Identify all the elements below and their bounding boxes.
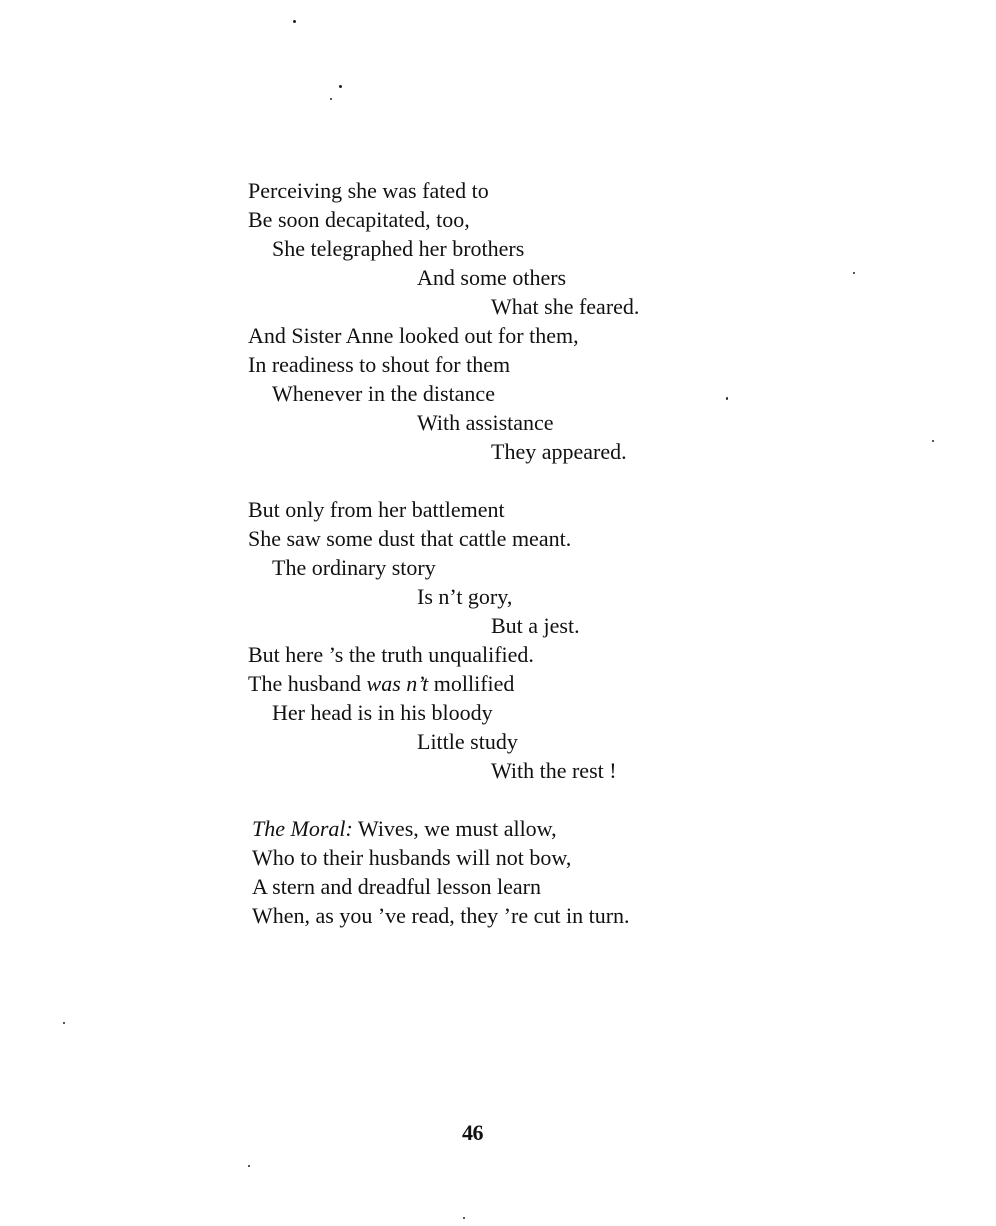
moral-label: The Moral:: [252, 816, 353, 841]
scan-speck: [932, 440, 934, 442]
poem-line: Little study: [417, 729, 518, 754]
poem-line: What she feared.: [491, 294, 640, 319]
scan-speck: [330, 98, 332, 100]
poem-line: Be soon decapitated, too,: [248, 207, 470, 232]
poem-line: She telegraphed her brothers: [272, 236, 525, 261]
poem-line: When, as you ’ve read, they ’re cut in turn.: [252, 903, 630, 928]
poem-line: But a jest.: [491, 613, 580, 638]
line-text: mollified: [428, 671, 515, 696]
line-text: Wives, we must allow,: [352, 816, 557, 841]
poem-line: But only from her battlement: [248, 497, 505, 522]
scan-speck: [853, 272, 855, 274]
poem-line: [248, 669, 514, 698]
line-text: The husband: [248, 671, 367, 696]
scan-speck: [248, 1165, 250, 1167]
poem-line: And Sister Anne looked out for them,: [248, 323, 579, 348]
poem-line: A stern and dreadful lesson learn: [252, 874, 541, 899]
poem-line: Her head is in his bloody: [272, 700, 493, 725]
poem-line: In readiness to shout for them: [248, 352, 511, 377]
poem-line: With assistance: [417, 410, 554, 435]
poem-line: Is n’t gory,: [417, 584, 513, 609]
scan-speck: [293, 20, 296, 23]
poem-line: And some others: [417, 265, 567, 290]
poem-line: But here ’s the truth unqualified.: [248, 642, 534, 667]
poem-line: She saw some dust that cattle meant.: [248, 526, 572, 551]
poem-line: [252, 814, 557, 843]
scan-speck: [63, 1022, 65, 1024]
poem-line: With the rest !: [491, 758, 617, 783]
poem-line: The ordinary story: [272, 555, 436, 580]
poem-line: Whenever in the distance: [272, 381, 495, 406]
italic-emphasis: was n’t: [366, 671, 429, 696]
scan-speck: [463, 1217, 465, 1219]
poem-line: Who to their husbands will not bow,: [252, 845, 572, 870]
scan-speck: [339, 85, 342, 88]
poem-line: They appeared.: [491, 439, 627, 464]
poem-line: Perceiving she was fated to: [248, 178, 489, 203]
page-number: 46: [462, 1120, 483, 1145]
scan-speck: [726, 397, 728, 400]
